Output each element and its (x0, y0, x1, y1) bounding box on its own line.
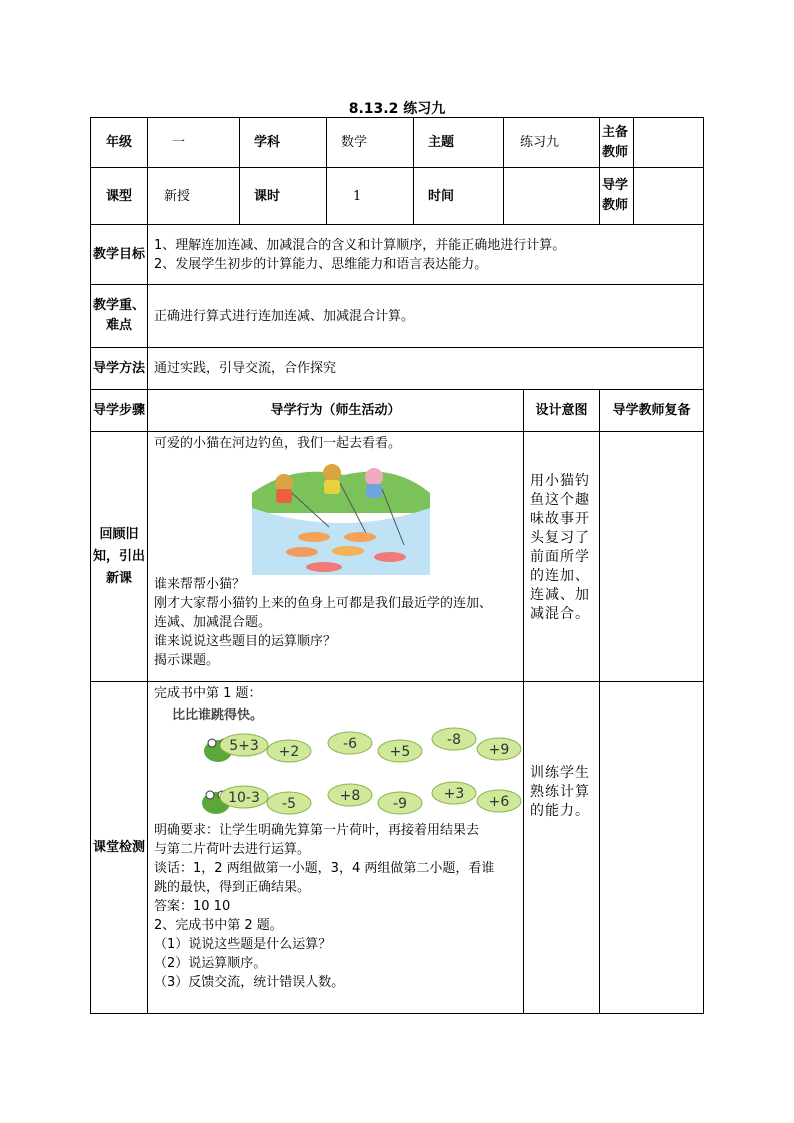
review-line-2: 刚才大家帮小猫钓上来的鱼身上可都是我们最近学的连加、 (154, 596, 493, 611)
type-label: 课型 (91, 168, 148, 225)
method-label: 导学方法 (91, 348, 148, 390)
lily-pad-label: -6 (343, 736, 357, 752)
period-value: 1 (327, 168, 414, 225)
subject-label: 学科 (240, 118, 327, 168)
review-review-cell (600, 432, 704, 682)
goals-row (91, 225, 704, 285)
lily-row-1 (220, 728, 521, 762)
topic-value: 练习九 (504, 118, 600, 168)
cat-head-2 (323, 464, 341, 482)
steps-header-row (91, 390, 704, 432)
guide-teacher-label: 导学教师 (600, 168, 634, 225)
lily-pad-label: -5 (282, 796, 296, 812)
review-line-3: 连减、加减混合题。 (154, 615, 272, 630)
lily-pad-label: -9 (393, 796, 407, 812)
lead-teacher-label: 主备教师 (600, 118, 634, 168)
goals-content (148, 225, 704, 285)
lily-row-2 (220, 782, 521, 814)
lily-pad-label: 5+3 (229, 738, 259, 754)
cats-fishing-illustration (154, 453, 524, 575)
lily-pad-label: +3 (443, 786, 465, 802)
grade-value: 一 (148, 118, 240, 168)
review-line-5: 揭示课题。 (154, 653, 220, 668)
cat-head-3 (365, 468, 383, 486)
header-row-1 (91, 118, 704, 168)
practice-line-1: 明确要求：让学生明确先算第一片荷叶，再接着用结果去 (154, 823, 480, 838)
goal-line-1: 1、理解连加连减、加减混合的含义和计算顺序，并能正确地进行计算。 (154, 237, 566, 253)
practice-line-4: 跳的最快，得到正确结果。 (154, 880, 311, 895)
method-text: 通过实践，引导交流，合作探究 (148, 348, 704, 390)
subject-value: 数学 (327, 118, 414, 168)
review-intent: 用小猫钓鱼这个趣味故事开头复习了前面所学的连加、连减、加减混合。 (524, 432, 600, 682)
practice-section-content (148, 682, 524, 1014)
steps-label: 导学步骤 (91, 390, 148, 432)
review-section-label: 回顾旧知，引出新课 (91, 432, 148, 682)
time-value (504, 168, 600, 225)
method-row (91, 348, 704, 390)
lily-pad-label: +9 (488, 742, 510, 758)
practice-section-row (91, 682, 704, 1014)
review-line-intro: 可爱的小猫在河边钓鱼，我们一起去看看。 (154, 436, 402, 451)
document-title: 8.13.2 练习九 (348, 101, 446, 117)
activity-header: 导学行为（师生活动） (148, 390, 524, 432)
frog-lily-pad-illustration (154, 703, 524, 821)
lily-caption: 比比谁跳得快。 (172, 708, 264, 723)
lily-pad-label: +8 (339, 788, 361, 804)
practice-line-6: 2、完成书中第 2 题。 (154, 918, 283, 933)
grade-label: 年级 (91, 118, 148, 168)
review-line-4: 谁来说说这些题目的运算顺序？ (154, 634, 337, 649)
review-section-row (91, 432, 704, 682)
topic-label: 主题 (414, 118, 504, 168)
period-label: 课时 (240, 168, 327, 225)
practice-section-label: 课堂检测 (91, 682, 148, 1014)
practice-line-7: （1）说说这些题是什么运算？ (154, 937, 332, 952)
practice-line-9: （3）反馈交流，统计错误人数。 (154, 975, 345, 990)
keypoints-row (91, 285, 704, 348)
goals-label: 教学目标 (91, 225, 148, 285)
lily-pad-label: 10-3 (228, 790, 260, 806)
lily-pad-label: +6 (488, 794, 510, 810)
review-line-1: 谁来帮帮小猫？ (154, 577, 246, 592)
header-row-2 (91, 168, 704, 225)
practice-review-cell (600, 682, 704, 1014)
lead-teacher-value (634, 118, 704, 168)
practice-line-2: 与第二片荷叶去进行运算。 (154, 842, 311, 857)
guide-teacher-value (634, 168, 704, 225)
practice-line-8: （2）说运算顺序。 (154, 956, 267, 971)
time-label: 时间 (414, 168, 504, 225)
practice-intent: 训练学生熟练计算的能力。 (524, 682, 600, 1014)
review-section-content (148, 432, 524, 682)
lily-pad-label: +5 (389, 744, 411, 760)
keypoints-label: 教学重、难点 (91, 285, 148, 348)
lesson-plan-table (90, 117, 704, 1014)
practice-line-first: 完成书中第 1 题： (154, 686, 262, 701)
lily-pad-label: +2 (278, 744, 300, 760)
practice-line-5: 答案：10 10 (154, 899, 231, 914)
goal-line-2: 2、发展学生初步的计算能力、思维能力和语言表达能力。 (154, 256, 488, 272)
type-value: 新授 (148, 168, 240, 225)
intent-header: 设计意图 (524, 390, 600, 432)
practice-line-3: 谈话：1，2 两组做第一小题，3，4 两组做第二小题，看谁 (154, 861, 495, 876)
review-header: 导学教师复备 (600, 390, 704, 432)
lily-pad-label: -8 (447, 732, 461, 748)
keypoints-text: 正确进行算式进行连加连减、加减混合计算。 (148, 285, 704, 348)
